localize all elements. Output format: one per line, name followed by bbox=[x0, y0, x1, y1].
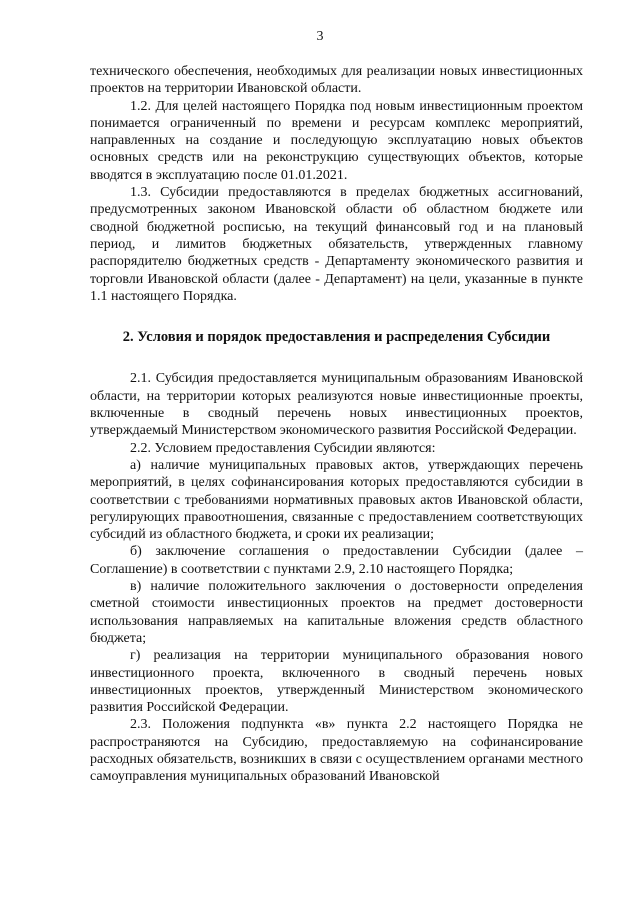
paragraph-continuation: технического обеспечения, необходимых для реализации новых инвестиционных проектов на территории Ивановской области. bbox=[90, 64, 583, 97]
paragraph-2-3: 2.3. Положения подпункта «в» пункта 2.2 настоящего Порядка не распространяются на Субсидию, предоставляемую на софинансирование расходных обязательств, возникших в связи с осуществлением органами местного самоуправления муниципальных образований Ивановской bbox=[90, 717, 583, 785]
paragraph-2-2-a: а) наличие муниципальных правовых актов, утверждающих перечень мероприятий, в целях софинансирования которых предоставляются субсидии в соответствии с требованиями нормативных правовых актов Ивановской области, регулирующих правоотношения, связанные с предоставлением соответствующих субсидий из областного бюджета, и сроки их реализации; bbox=[90, 457, 583, 543]
paragraph-2-1: 2.1. Субсидия предоставляется муниципальным образованиям Ивановской области, на территории которых реализуются новые инвестиционные проекты, включенные в сводный перечень новых инвестиционных проектов, утверждаемый Министерством экономического развития Российской Федерации. bbox=[90, 371, 583, 439]
paragraph-2-2-g: г) реализация на территории муниципального образования нового инвестиционного проекта, включенного в сводный перечень новых инвестиционных проектов, утвержденный Министерством экономического развития Российской Федерации. bbox=[90, 648, 583, 716]
section-heading: 2. Условия и порядок предоставления и распределения Субсидии bbox=[122, 329, 551, 346]
document-body bbox=[90, 63, 583, 786]
paragraph-2-2-v: в) наличие положительного заключения о достоверности определения сметной стоимости инвестиционных проектов на предмет достоверности использования направляемых на капитальные вложения средств областного бюджета; bbox=[90, 579, 583, 646]
page-number: 3 bbox=[316, 29, 324, 44]
paragraph-1-2: 1.2. Для целей настоящего Порядка под новым инвестиционным проектом понимается ограниченный по времени и ресурсам комплекс мероприятий, направленных на создание и последующую эксплуатацию новых объектов основных средств или на реконструкцию существующих объектов, которые вводятся в эксплуатацию после 01.01.2021. bbox=[90, 98, 583, 183]
paragraph-2-2: 2.2. Условием предоставления Субсидии являются: bbox=[130, 440, 436, 456]
paragraph-1-3: 1.3. Субсидии предоставляются в пределах бюджетных ассигнований, предусмотренных законом Ивановской области об областном бюджете или сводной бюджетной росписью, на текущий финансовый год и на плановый период, и лимитов бюджетных обязательств, утвержденных главному распорядителю бюджетных средств - Департаменту экономического развития и торговли Ивановской области (далее - Департамент) на цели, указанные в пункте 1.1 настоящего Порядка. bbox=[90, 185, 583, 304]
paragraph-2-2-b: б) заключение соглашения о предоставлении Субсидии (далее – Соглашение) в соответствии с пунктами 2.9, 2.10 настоящего Порядка; bbox=[90, 544, 583, 577]
